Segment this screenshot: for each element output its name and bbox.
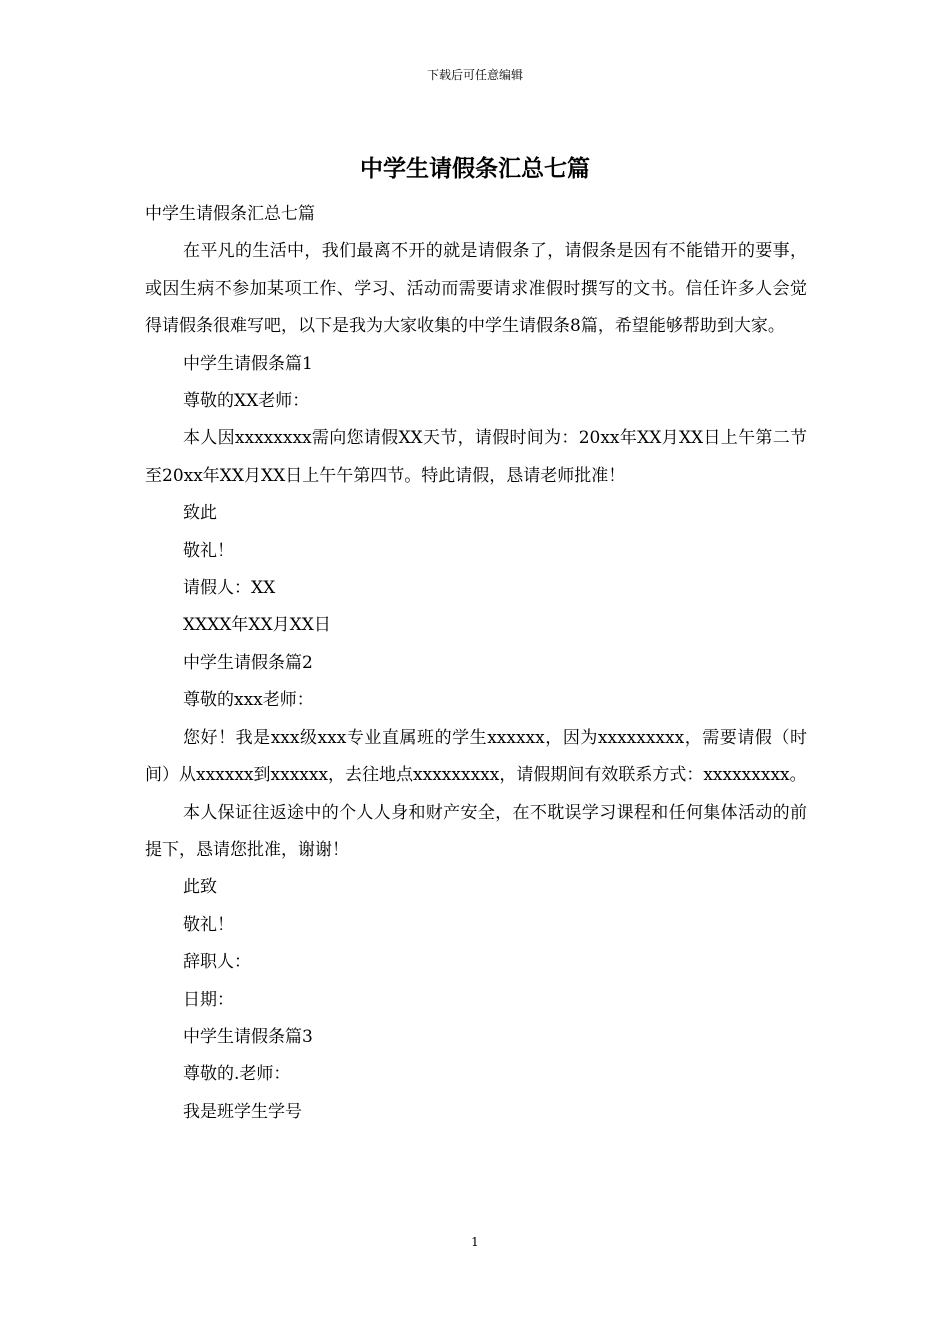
intro-paragraph: 在平凡的生活中，我们最离不开的就是请假条了，请假条是因有不能错开的要事，或因生病不参加某项工作、学习、活动而需要请求准假时撰写的文书。信任许多人会觉得请假条很难写吧，以下是我为大家收集的中学生请假条8篇，希望能够帮助到大家。 <box>145 241 807 337</box>
section-1-date: XXXX年XX月XX日 <box>183 615 331 636</box>
section-1-salutation: 尊敬的XX老师： <box>183 391 310 412</box>
section-2-salutation: 尊敬的xxx老师： <box>183 690 314 711</box>
section-1-body: 本人因xxxxxxxx需向您请假XX天节，请假时间为：20xx年XX月XX日上午第二节至20xx年XX月XX日上午午第四节。特此请假，恳请老师批准！ <box>145 428 807 486</box>
section-3-heading: 中学生请假条篇3 <box>183 1026 313 1047</box>
section-2-signer: 辞职人： <box>183 952 251 973</box>
section-2-closing-1: 此致 <box>183 877 217 898</box>
section-1-heading: 中学生请假条篇1 <box>183 353 313 374</box>
section-2-date: 日期： <box>183 989 234 1010</box>
section-2-heading: 中学生请假条篇2 <box>183 652 313 673</box>
section-1-signer: 请假人：XX <box>183 578 276 599</box>
document-title: 中学生请假条汇总七篇 <box>360 155 590 182</box>
section-2-body-2: 本人保证往返途中的个人人身和财产安全，在不耽误学习课程和任何集体活动的前提下，恳请您批准，谢谢！ <box>145 802 807 860</box>
section-3-body: 我是班学生学号 <box>183 1101 302 1122</box>
section-1-closing-1: 致此 <box>183 503 217 524</box>
document-subtitle: 中学生请假条汇总七篇 <box>145 204 315 224</box>
header-note: 下载后可任意编辑 <box>426 68 523 82</box>
section-2-closing-2: 敬礼！ <box>183 914 234 935</box>
section-3-salutation: 尊敬的.老师： <box>183 1064 291 1085</box>
page-number: 1 <box>471 1235 479 1249</box>
document-body <box>145 196 807 1131</box>
section-1-closing-2: 敬礼！ <box>183 540 234 561</box>
section-2-body-1: 您好！我是xxx级xxx专业直属班的学生xxxxxx，因为xxxxxxxxx，需要请假（时间）从xxxxxx到xxxxxx，去往地点xxxxxxxxx，请假期间有效联系方式：xxxxxxxxx。 <box>145 727 807 786</box>
